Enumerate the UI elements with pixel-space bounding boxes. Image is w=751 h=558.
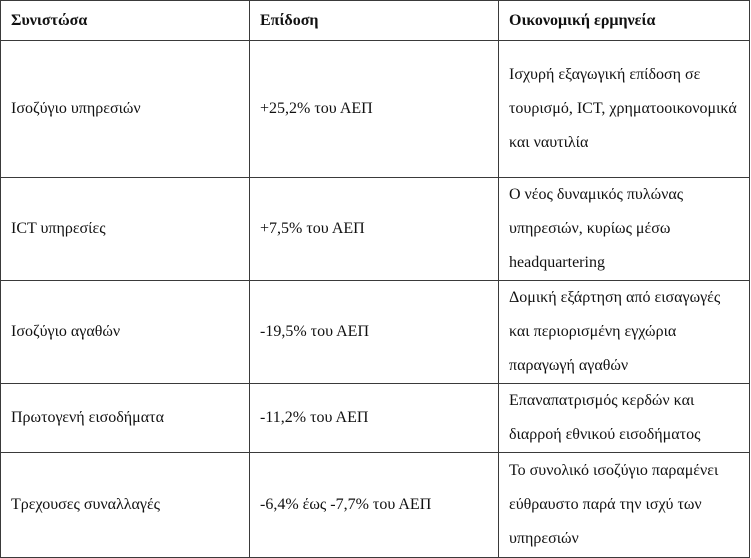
cell-performance: -6,4% έως -7,7% του ΑΕΠ	[250, 453, 499, 558]
cell-performance: +7,5% του ΑΕΠ	[250, 178, 499, 281]
cell-interpretation: Δομική εξάρτηση από εισαγωγές και περιορισμένη εγχώρια παραγωγή αγαθών	[499, 281, 750, 384]
cell-performance: +25,2% του ΑΕΠ	[250, 41, 499, 178]
cell-interpretation: Ο νέος δυναμικός πυλώνας υπηρεσιών, κυρίως μέσω headquartering	[499, 178, 750, 281]
cell-component: ICT υπηρεσίες	[1, 178, 250, 281]
header-performance: Επίδοση	[250, 1, 499, 41]
header-component: Συνιστώσα	[1, 1, 250, 41]
cell-component: Πρωτογενή εισοδήματα	[1, 384, 250, 453]
table-row	[1, 384, 750, 453]
cell-interpretation: Επαναπατρισμός κερδών και διαρροή εθνικού εισοδήματος	[499, 384, 750, 453]
header-interpretation: Οικονομική ερμηνεία	[499, 1, 750, 41]
table-row	[1, 41, 750, 178]
cell-component: Ισοζύγιο υπηρεσιών	[1, 41, 250, 178]
cell-interpretation: Το συνολικό ισοζύγιο παραμένει εύθραυστο παρά την ισχύ των υπηρεσιών	[499, 453, 750, 558]
table-row	[1, 281, 750, 384]
table-row	[1, 178, 750, 281]
cell-component: Ισοζύγιο αγαθών	[1, 281, 250, 384]
cell-performance: -19,5% του ΑΕΠ	[250, 281, 499, 384]
cell-interpretation: Ισχυρή εξαγωγική επίδοση σε τουρισμό, ICT, χρηματοοικονομικά και ναυτιλία	[499, 41, 750, 178]
cell-performance: -11,2% του ΑΕΠ	[250, 384, 499, 453]
table-row	[1, 453, 750, 558]
cell-component: Τρεχουσες συναλλαγές	[1, 453, 250, 558]
table-header-row	[1, 1, 750, 41]
